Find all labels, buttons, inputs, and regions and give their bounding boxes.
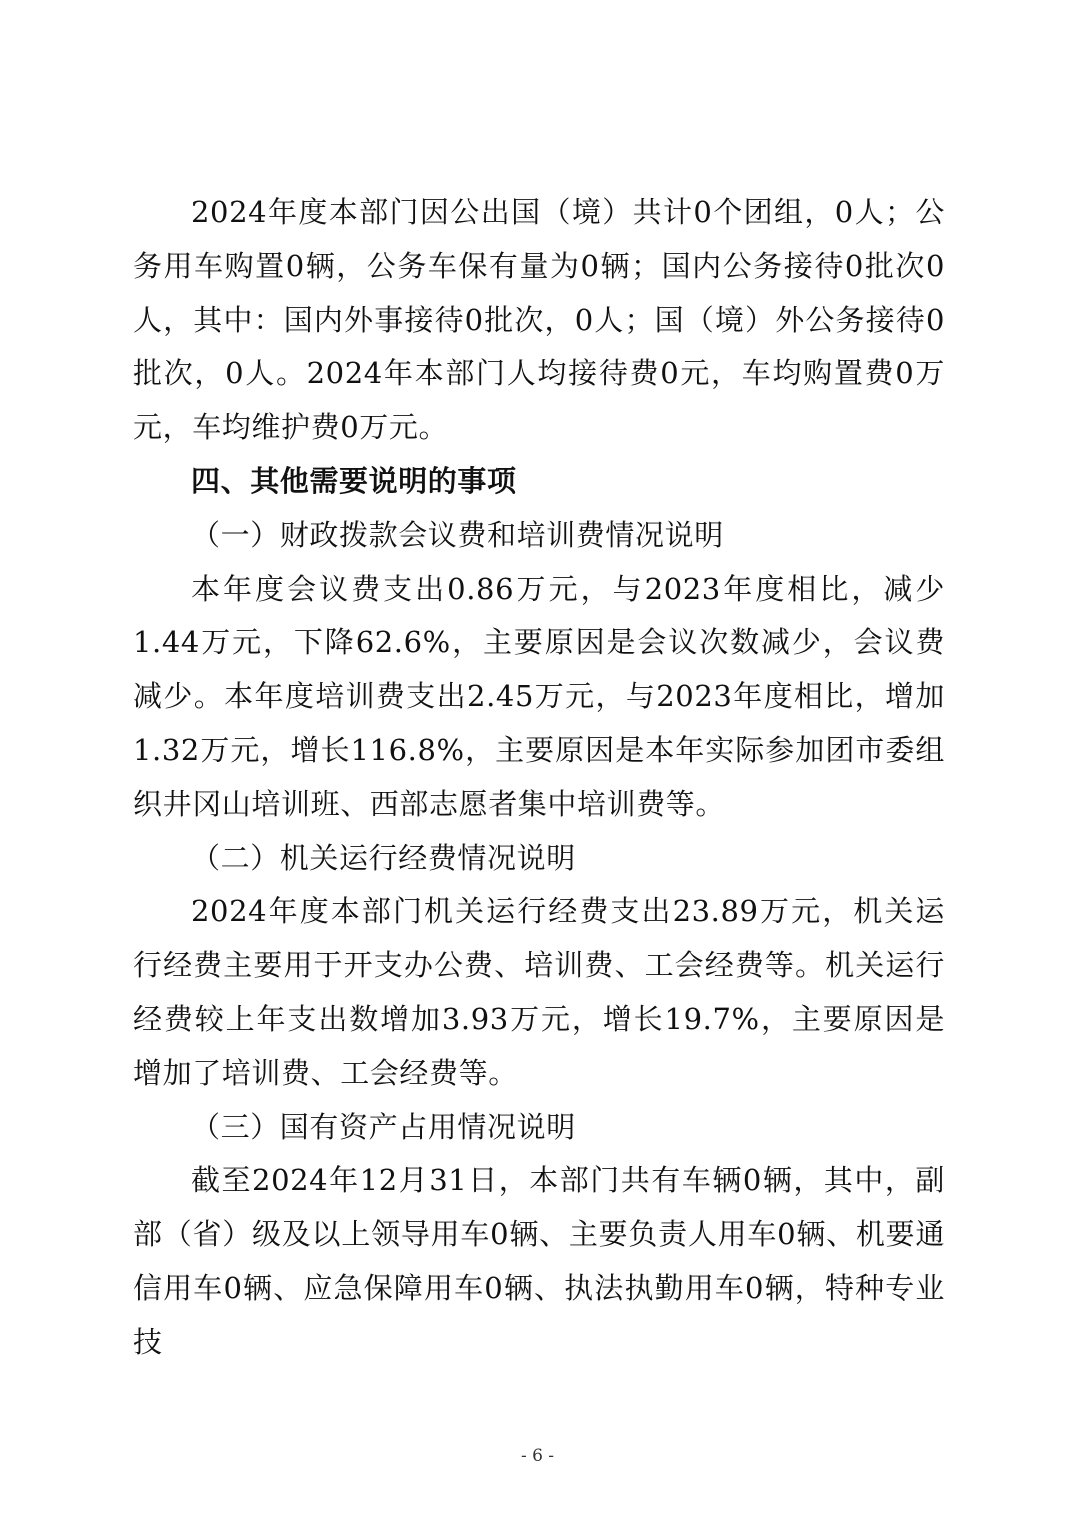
paragraph-state-assets: 截至2024年12月31日，本部门共有车辆0辆，其中，副部（省）级及以上领导用车0辆、主要负责人用车0辆、机要通信用车0辆、应急保障用车0辆、执法执勤用车0辆，特种专业技 [133,1163,945,1359]
paragraph-overseas-vehicle-reception: 2024年度本部门因公出国（境）共计0个团组，0人；公务用车购置0辆，公务车保有量为0辆；国内公务接待0批次0人，其中：国内外事接待0批次，0人；国（境）外公务接待0批次，0人。2024年本部门人均接待费0元，车均购置费0万元，车均维护费0万元。 [133,195,945,445]
paragraph-meeting-training-fees: 本年度会议费支出0.86万元，与2023年度相比，减少1.44万元，下降62.6%，主要原因是会议次数减少，会议费减少。本年度培训费支出2.45万元，与2023年度相比，增加1.32万元，增长116.8%，主要原因是本年实际参加团市委组织井冈山培训班、西部志愿者集中培训费等。 [133,571,945,821]
page-number: - 6 - [520,1446,555,1466]
paragraph-operating-expenses: 2024年度本部门机关运行经费支出23.89万元，机关运行经费主要用于开支办公费、培训费、工会经费等。机关运行经费较上年支出数增加3.93万元，增长19.7%，主要原因是增加了培训费、工会经费等。 [133,894,945,1090]
subheading-state-assets: （三）国有资产占用情况说明 [191,1109,576,1144]
subheading-operating-expenses: （二）机关运行经费情况说明 [191,840,576,875]
subheading-meeting-training-fees: （一）财政拨款会议费和培训费情况说明 [191,517,724,552]
section-heading-other-matters: 四、其他需要说明的事项 [191,463,517,498]
document-body [133,186,945,1370]
